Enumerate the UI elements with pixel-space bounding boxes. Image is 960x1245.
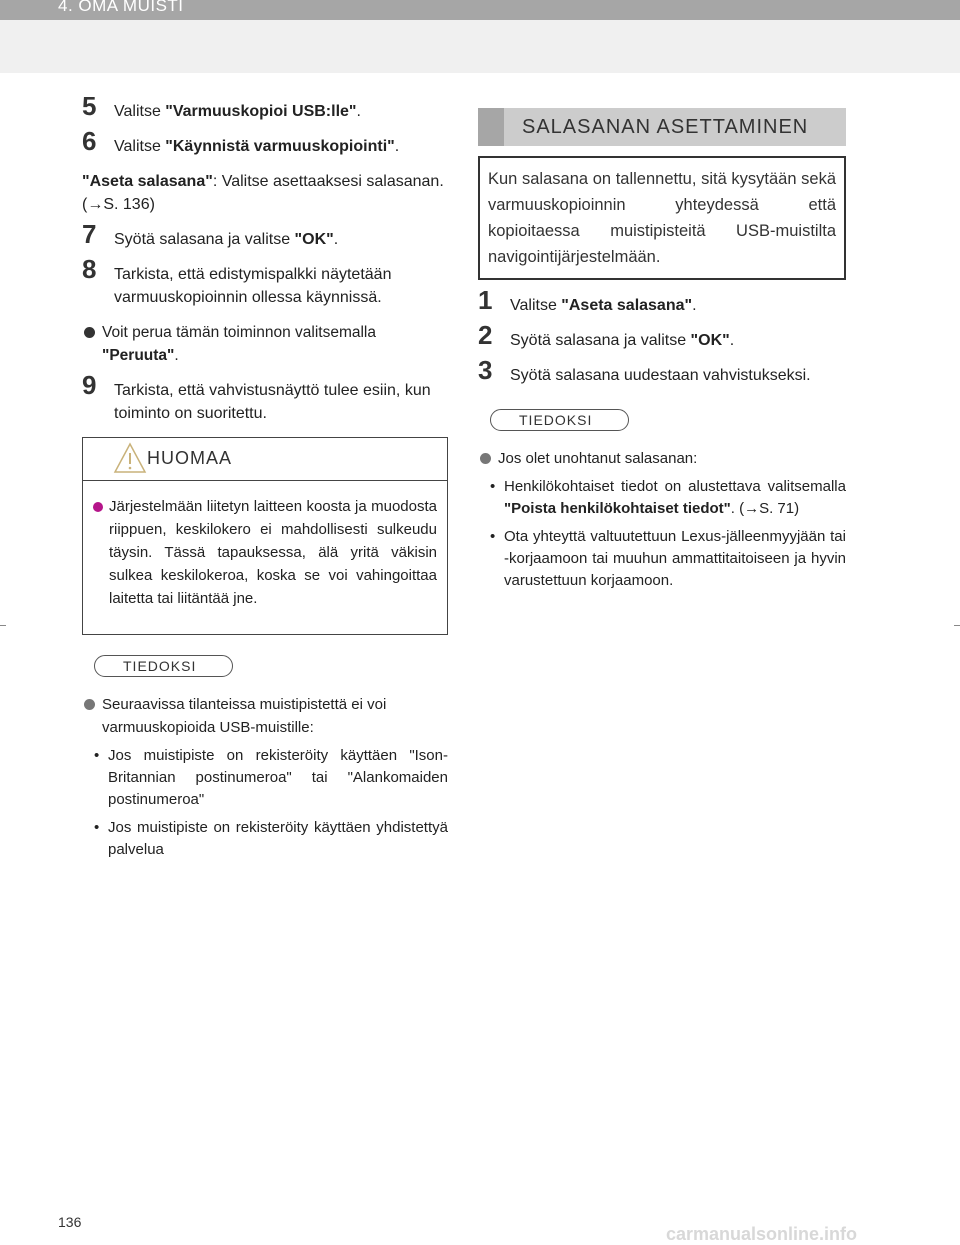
huomaa-title: HUOMAA — [147, 448, 233, 468]
section-tag — [478, 108, 504, 146]
crop-mark-right — [954, 625, 960, 626]
menu-option-varmuuskopioi: "Varmuuskopioi USB:lle" — [165, 103, 357, 120]
step-number: 6 — [82, 126, 97, 156]
menu-option-peruuta: "Peruuta" — [102, 347, 175, 364]
sub-bullet-icon: • — [490, 478, 496, 495]
menu-option-aseta-salasana: "Aseta salasana" — [561, 297, 693, 314]
bullet-dot-icon — [84, 699, 95, 710]
menu-option-poista: "Poista henkilökohtaiset tiedot" — [504, 500, 731, 517]
bullet-text: Voit perua tämän toiminnon valitsemalla — [102, 324, 376, 341]
tiedoksi-subitem — [478, 476, 846, 520]
step-3 — [478, 355, 846, 387]
watermark: carmanualsonline.info — [666, 1224, 858, 1244]
step-text: Syötä salasana uudestaan vahvistukseksi. — [510, 367, 811, 384]
step-suffix: . — [356, 103, 361, 120]
tiedoksi-subitem — [82, 745, 448, 811]
step-number: 7 — [82, 219, 97, 249]
step-text: Tarkista, että edistymispalkki näytetään varmuuskopioinnin ollessa käynnissä. — [114, 266, 392, 306]
tiedoksi-label: TIEDOKSI — [94, 655, 233, 677]
step-suffix: . — [394, 138, 400, 155]
header-band — [0, 0, 960, 20]
step-6 — [82, 126, 448, 158]
tiedoksi-note-right — [478, 447, 846, 470]
huomaa-note — [93, 495, 437, 610]
huomaa-box — [82, 437, 448, 635]
step-5 — [82, 91, 448, 123]
sub-bullet-icon: • — [490, 528, 496, 545]
cancel-bullet — [82, 321, 448, 367]
step-number: 1 — [478, 285, 493, 315]
step-number: 8 — [82, 254, 97, 284]
menu-option-aseta-salasana: "Aseta salasana" — [82, 173, 213, 190]
step-suffix: . — [692, 297, 697, 314]
huomaa-header — [83, 438, 447, 481]
tiedoksi-label: TIEDOKSI — [490, 409, 629, 431]
tiedoksi-subitem — [82, 817, 448, 861]
menu-option-kaynnista: "Käynnistä varmuuskopiointi" — [165, 138, 395, 155]
step-text: Valitse — [114, 103, 166, 120]
chapter-title: 4. OMA MUISTI — [58, 0, 184, 15]
bullet-dot-icon — [93, 502, 103, 512]
note-text: Jos olet unohtanut salasanan: — [498, 450, 698, 467]
tiedoksi-header-left — [82, 655, 448, 683]
section-intro-box: Kun salasana on tallennettu, sitä kysytään sekä varmuuskopioinnin yhteydessä että kopioitaessa muistipisteitä USB-muistilta navigointijärjestelmään. — [478, 156, 846, 280]
step-7 — [82, 219, 448, 251]
huomaa-body — [83, 481, 447, 634]
section-title: SALASANAN ASETTAMINEN — [522, 116, 809, 138]
tiedoksi-header-right — [478, 409, 846, 437]
subitem-text: Henkilökohtaiset tiedot on alustettava valitsemalla — [504, 478, 846, 495]
left-column — [82, 91, 448, 861]
step-1 — [478, 285, 846, 317]
huomaa-text: Järjestelmään liitetyn laitteen koosta ja muodosta riippuen, keskilokero ei mahdollisesti sulkeudu täysin. Tässä tapauksessa, älä yritä väkisin sulkea keskilokeroa, koska se voi vahingoittaa laitetta tai liitäntää jne. — [109, 498, 437, 607]
step-text: Valitse — [114, 138, 166, 155]
step-text: Syötä salasana ja valitse — [114, 231, 295, 248]
set-password-paragraph — [82, 170, 448, 216]
right-column — [478, 100, 846, 592]
warning-triangle-icon — [113, 442, 147, 474]
subitem-text: Jos muistipiste on rekisteröity käyttäen yhdistettyä palvelua — [108, 819, 448, 858]
step-text: Syötä salasana ja valitse — [510, 332, 691, 349]
section-header — [478, 108, 846, 146]
subitem-text: Jos muistipiste on rekisteröity käyttäen "Ison-Britannian postinumeroa" tai "Alankomaiden postinumeroa" — [108, 747, 448, 808]
step-number: 9 — [82, 370, 97, 400]
tiedoksi-note-left — [82, 693, 448, 739]
page-number: 136 — [58, 1214, 82, 1230]
tiedoksi-subitem — [478, 526, 846, 592]
spacer — [478, 280, 846, 294]
note-text: Seuraavissa tilanteissa muistipistettä ei voi varmuuskopioida USB-muistille: — [102, 696, 387, 736]
subitem-suffix: . (→S. 71) — [730, 500, 800, 517]
step-suffix: . — [729, 332, 735, 349]
step-number: 2 — [478, 320, 493, 350]
menu-option-ok: "OK" — [690, 332, 730, 349]
step-number: 5 — [82, 91, 97, 121]
bullet-dot-icon — [84, 327, 95, 338]
header-space — [0, 20, 960, 73]
sub-bullet-icon: • — [94, 819, 100, 836]
subitem-text: Ota yhteyttä valtuutettuun Lexus-jälleenmyyjään tai -korjaamoon tai muuhun ammattitaitoiseen ja hyvin varustettuun korjaamoon. — [504, 528, 846, 589]
sub-bullet-icon: • — [94, 747, 100, 764]
paragraph-text: : Valitse asettaaksesi salasanan. (→S. 136) — [82, 173, 444, 213]
bullet-suffix: . — [174, 347, 179, 364]
step-8 — [82, 254, 448, 309]
step-text: Valitse — [510, 297, 562, 314]
step-9 — [82, 370, 448, 425]
menu-option-ok: "OK" — [294, 231, 334, 248]
crop-mark-left — [0, 625, 6, 626]
step-number: 3 — [478, 355, 493, 385]
bullet-dot-icon — [480, 453, 491, 464]
step-text: Tarkista, että vahvistusnäyttö tulee esiin, kun toiminto on suoritettu. — [114, 382, 431, 422]
step-2 — [478, 320, 846, 352]
step-suffix: . — [333, 231, 339, 248]
